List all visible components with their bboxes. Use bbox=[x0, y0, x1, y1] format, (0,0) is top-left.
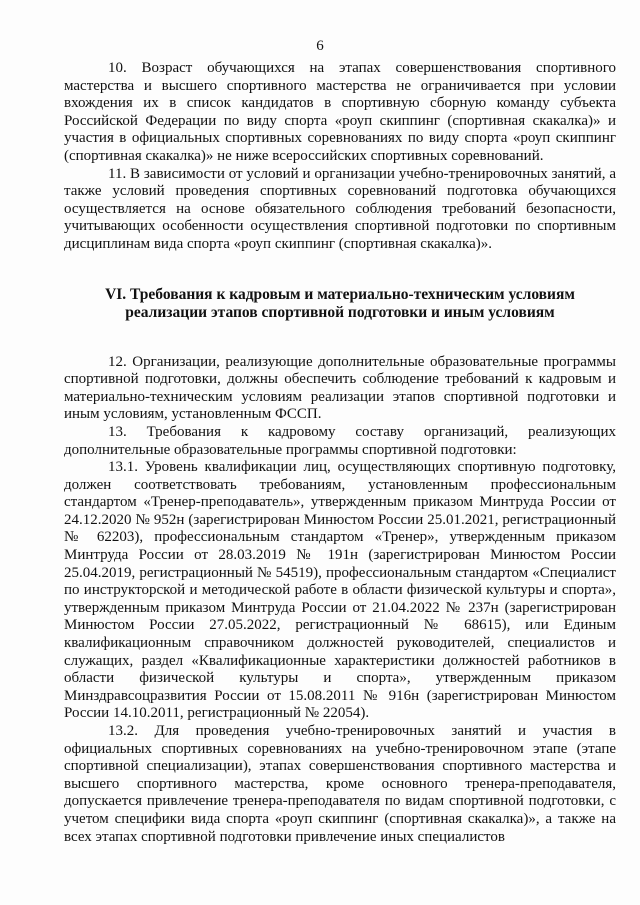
section-heading-line-2: реализации этапов спортивной подготовки и иным условиям bbox=[125, 303, 555, 321]
paragraph-13-1: 13.1. Уровень квалификации лиц, осуществляющих спортивную подготовку, должен соответствовать требованиям, установленным профессиональным стандартом «Тренер-преподаватель», утвержденным приказом Минтруда России от 24.12.2020 № 952н (зарегистрирован Минюстом России 25.01.2021, регистрационный № 62203), профессиональным стандартом «Тренер», утвержденным приказом Минтруда России от 28.03.2019 № 191н (зарегистрирован Минюстом России 25.04.2019, регистрационный № 54519), профессиональным стандартом «Специалист по инструкторской и методической работе в области физической культуры и спорта», утвержденным приказом Минтруда России от 21.04.2022 № 237н (зарегистрирован Минюстом России 27.05.2022, регистрационный № 68615), или Единым квалификационным справочником должностей руководителей, специалистов и служащих, раздел «Квалификационные характеристики должностей работников в области физической культуры и спорта», утвержденным приказом Минздравсоцразвития России от 15.08.2011 № 916н (зарегистрирован Минюстом России 14.10.2011, регистрационный № 22054). bbox=[64, 459, 616, 722]
page-number: 6 bbox=[316, 38, 324, 54]
paragraph-13-2: 13.2. Для проведения учебно-тренировочных занятий и участия в официальных спортивных соревнованиях на учебно-тренировочном этапе (этапе спортивной специализации), этапах совершенствования спортивного мастерства и высшего спортивного мастерства, кроме основного тренера-преподавателя, допускается привлечение тренера-преподавателя по видам спортивной подготовки, с учетом специфики вида спорта «роуп скиппинг (спортивная скакалка)», а также на всех этапах спортивной подготовки привлечение иных специалистов bbox=[64, 723, 616, 845]
document-body bbox=[64, 60, 616, 846]
section-heading-line-1: VI. Требования к кадровым и материально-техническим условиям bbox=[105, 285, 575, 303]
paragraph-13: 13. Требования к кадровому составу организаций, реализующих дополнительные образовательные программы спортивной подготовки: bbox=[64, 423, 616, 458]
paragraph-11: 11. В зависимости от условий и организации учебно-тренировочных занятий, а также условий проведения спортивных соревнований подготовка обучающихся осуществляется на основе обязательного соблюдения требований безопасности, учитывающих особенности осуществления спортивной подготовки по спортивным дисциплинам вида спорта «роуп скиппинг (спортивная скакалка)». bbox=[64, 165, 616, 252]
paragraph-10: 10. Возраст обучающихся на этапах совершенствования спортивного мастерства и высшего спортивного мастерства не ограничивается при условии вхождения их в список кандидатов в спортивную сборную команду субъекта Российской Федерации по виду спорта «роуп скиппинг (спортивная скакалка)» и участия в официальных спортивных соревнованиях по виду спорта «роуп скиппинг (спортивная скакалка)» не ниже всероссийских спортивных соревнований. bbox=[64, 60, 616, 164]
section-heading bbox=[64, 286, 616, 322]
paragraph-12: 12. Организации, реализующие дополнительные образовательные программы спортивной подготовки, должны обеспечить соблюдение требований к кадровым и материально-техническим условиям реализации этапов спортивной подготовки и иным условиям, установленным ФССП. bbox=[64, 353, 616, 423]
